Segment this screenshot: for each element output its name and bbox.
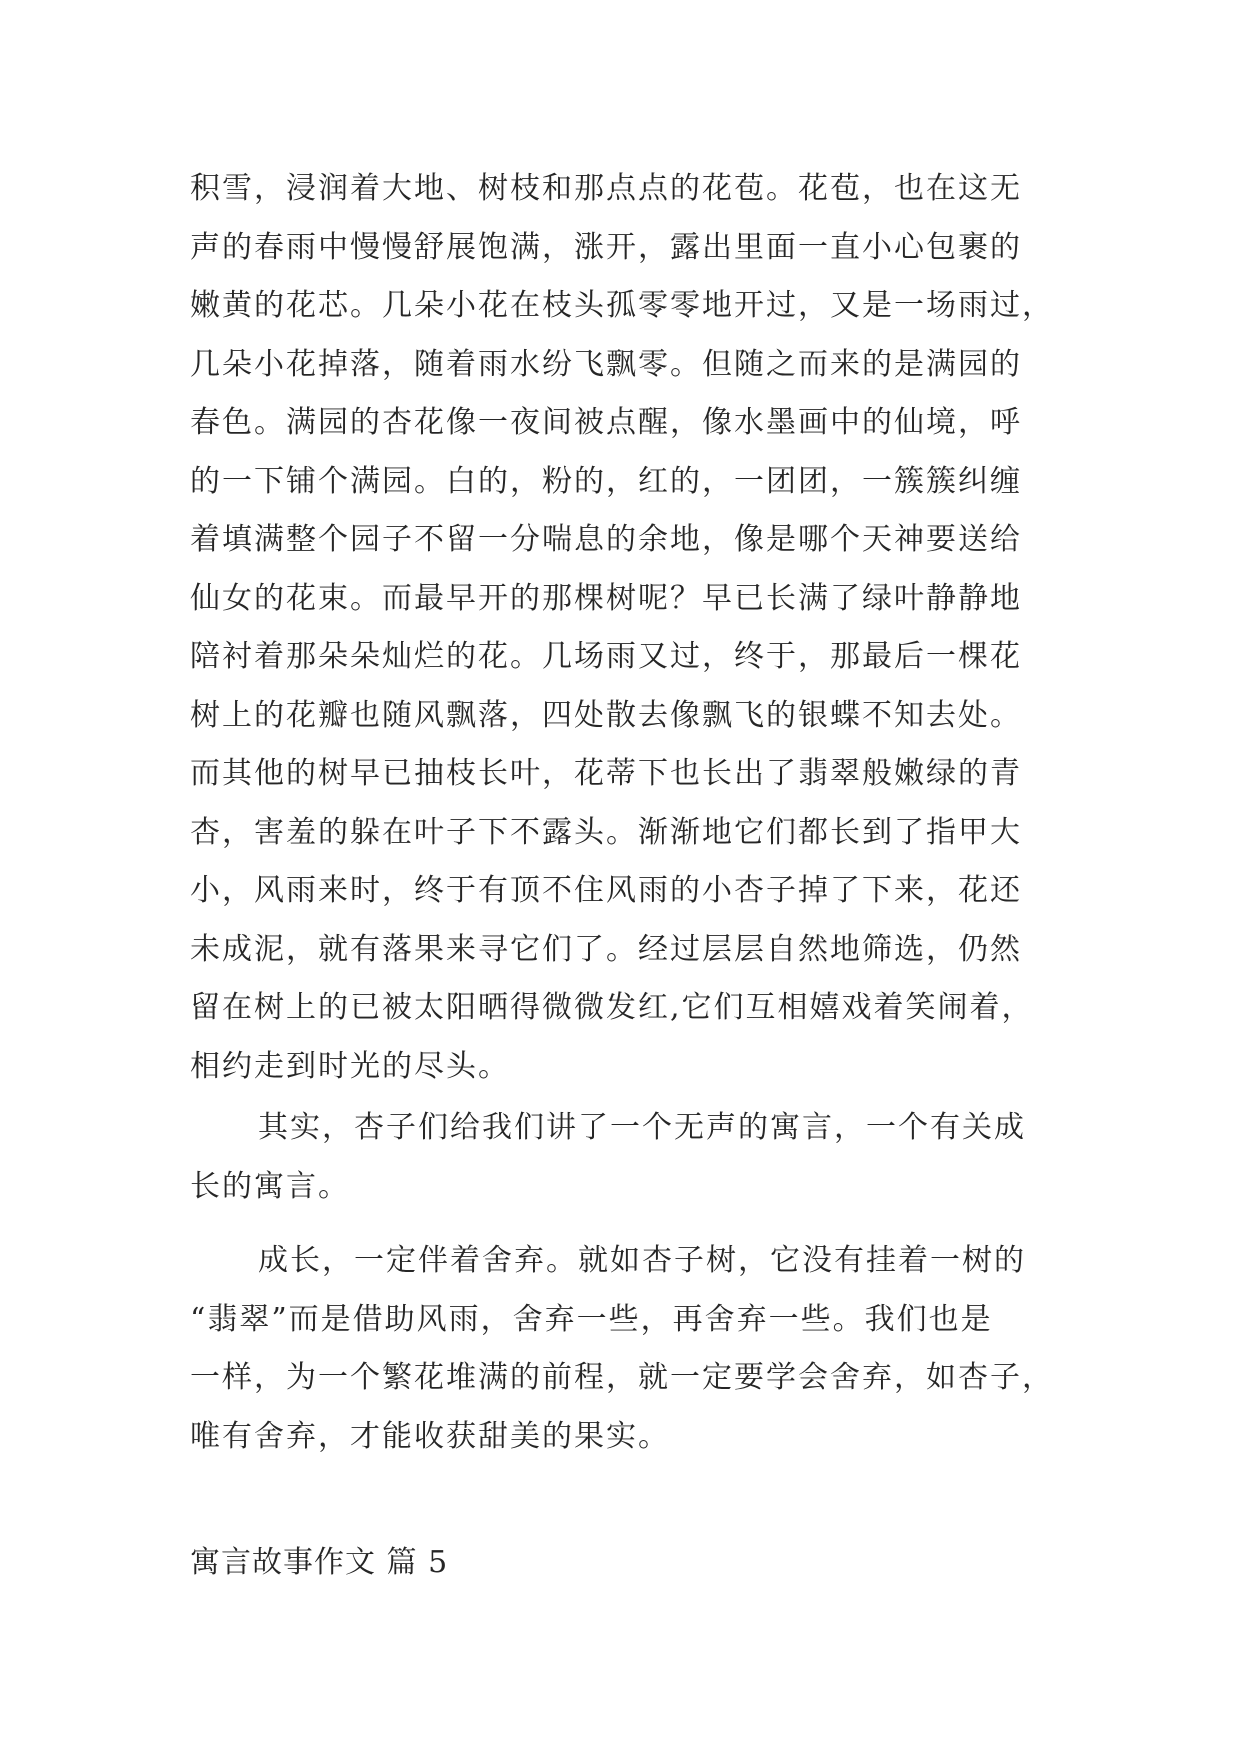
text-line: 春色。满园的杏花像一夜间被点醒，像水墨画中的仙境，呼 — [190, 405, 1022, 440]
text-line: 陪衬着那朵朵灿烂的花。几场雨又过，终于，那最后一棵花 — [190, 639, 1022, 674]
text-line: 着填满整个园子不留一分喘息的余地，像是哪个天神要送给 — [190, 522, 1022, 557]
text-line: 树上的花瓣也随风飘落，四处散去像飘飞的银蝶不知去处。 — [190, 697, 1022, 733]
text-line: 其实，杏子们给我们讲了一个无声的寓言，一个有关成 — [258, 1110, 1026, 1145]
paragraph-fable-intro — [190, 1099, 1070, 1216]
text-line: 几朵小花掉落，随着雨水纷飞飘零。但随之而来的是满园的 — [190, 346, 1022, 382]
text-line: 积雪，浸润着大地、树枝和那点点的花苞。花苞，也在这无 — [190, 171, 1022, 206]
text-line: 而其他的树早已抽枝长叶，花蒂下也长出了翡翠般嫩绿的青 — [190, 756, 1022, 791]
text-line: 杏，害羞的躲在叶子下不露头。渐渐地它们都长到了指甲大 — [190, 814, 1022, 850]
text-line: 成长，一定伴着舍弃。就如杏子树，它没有挂着一树的 — [258, 1243, 1026, 1278]
paragraph-conclusion — [190, 1232, 1070, 1466]
text-line: 留在树上的已被太阳晒得微微发红,它们互相嬉戏着笑闹着， — [190, 990, 1034, 1025]
text-line: 相约走到时光的尽头。 — [190, 1048, 510, 1084]
text-line: 长的寓言。 — [190, 1168, 350, 1204]
text-line: 唯有舍弃，才能收获甜美的果实。 — [190, 1418, 670, 1454]
text-line: 嫩黄的花芯。几朵小花在枝头孤零零地开过，又是一场雨过， — [190, 288, 1054, 323]
text-line: 未成泥，就有落果来寻它们了。经过层层自然地筛选，仍然 — [190, 931, 1022, 967]
section-heading: 寓言故事作文 篇 5 — [190, 1545, 449, 1580]
paragraph-apricot-story — [190, 160, 1070, 1096]
text-line: 的一下铺个满园。白的，粉的，红的，一团团，一簇簇纠缠 — [190, 463, 1022, 499]
text-line: 仙女的花束。而最早开的那棵树呢？早已长满了绿叶静静地 — [190, 580, 1022, 616]
text-line: 小，风雨来时，终于有顶不住风雨的小杏子掉了下来，花还 — [190, 873, 1022, 908]
text-line: 一样，为一个繁花堆满的前程，就一定要学会舍弃，如杏子， — [190, 1360, 1054, 1395]
text-line: 声的春雨中慢慢舒展饱满，涨开，露出里面一直小心包裹的 — [190, 229, 1022, 265]
text-line: “翡翠”而是借助风雨，舍弃一些，再舍弃一些。我们也是 — [190, 1301, 993, 1337]
